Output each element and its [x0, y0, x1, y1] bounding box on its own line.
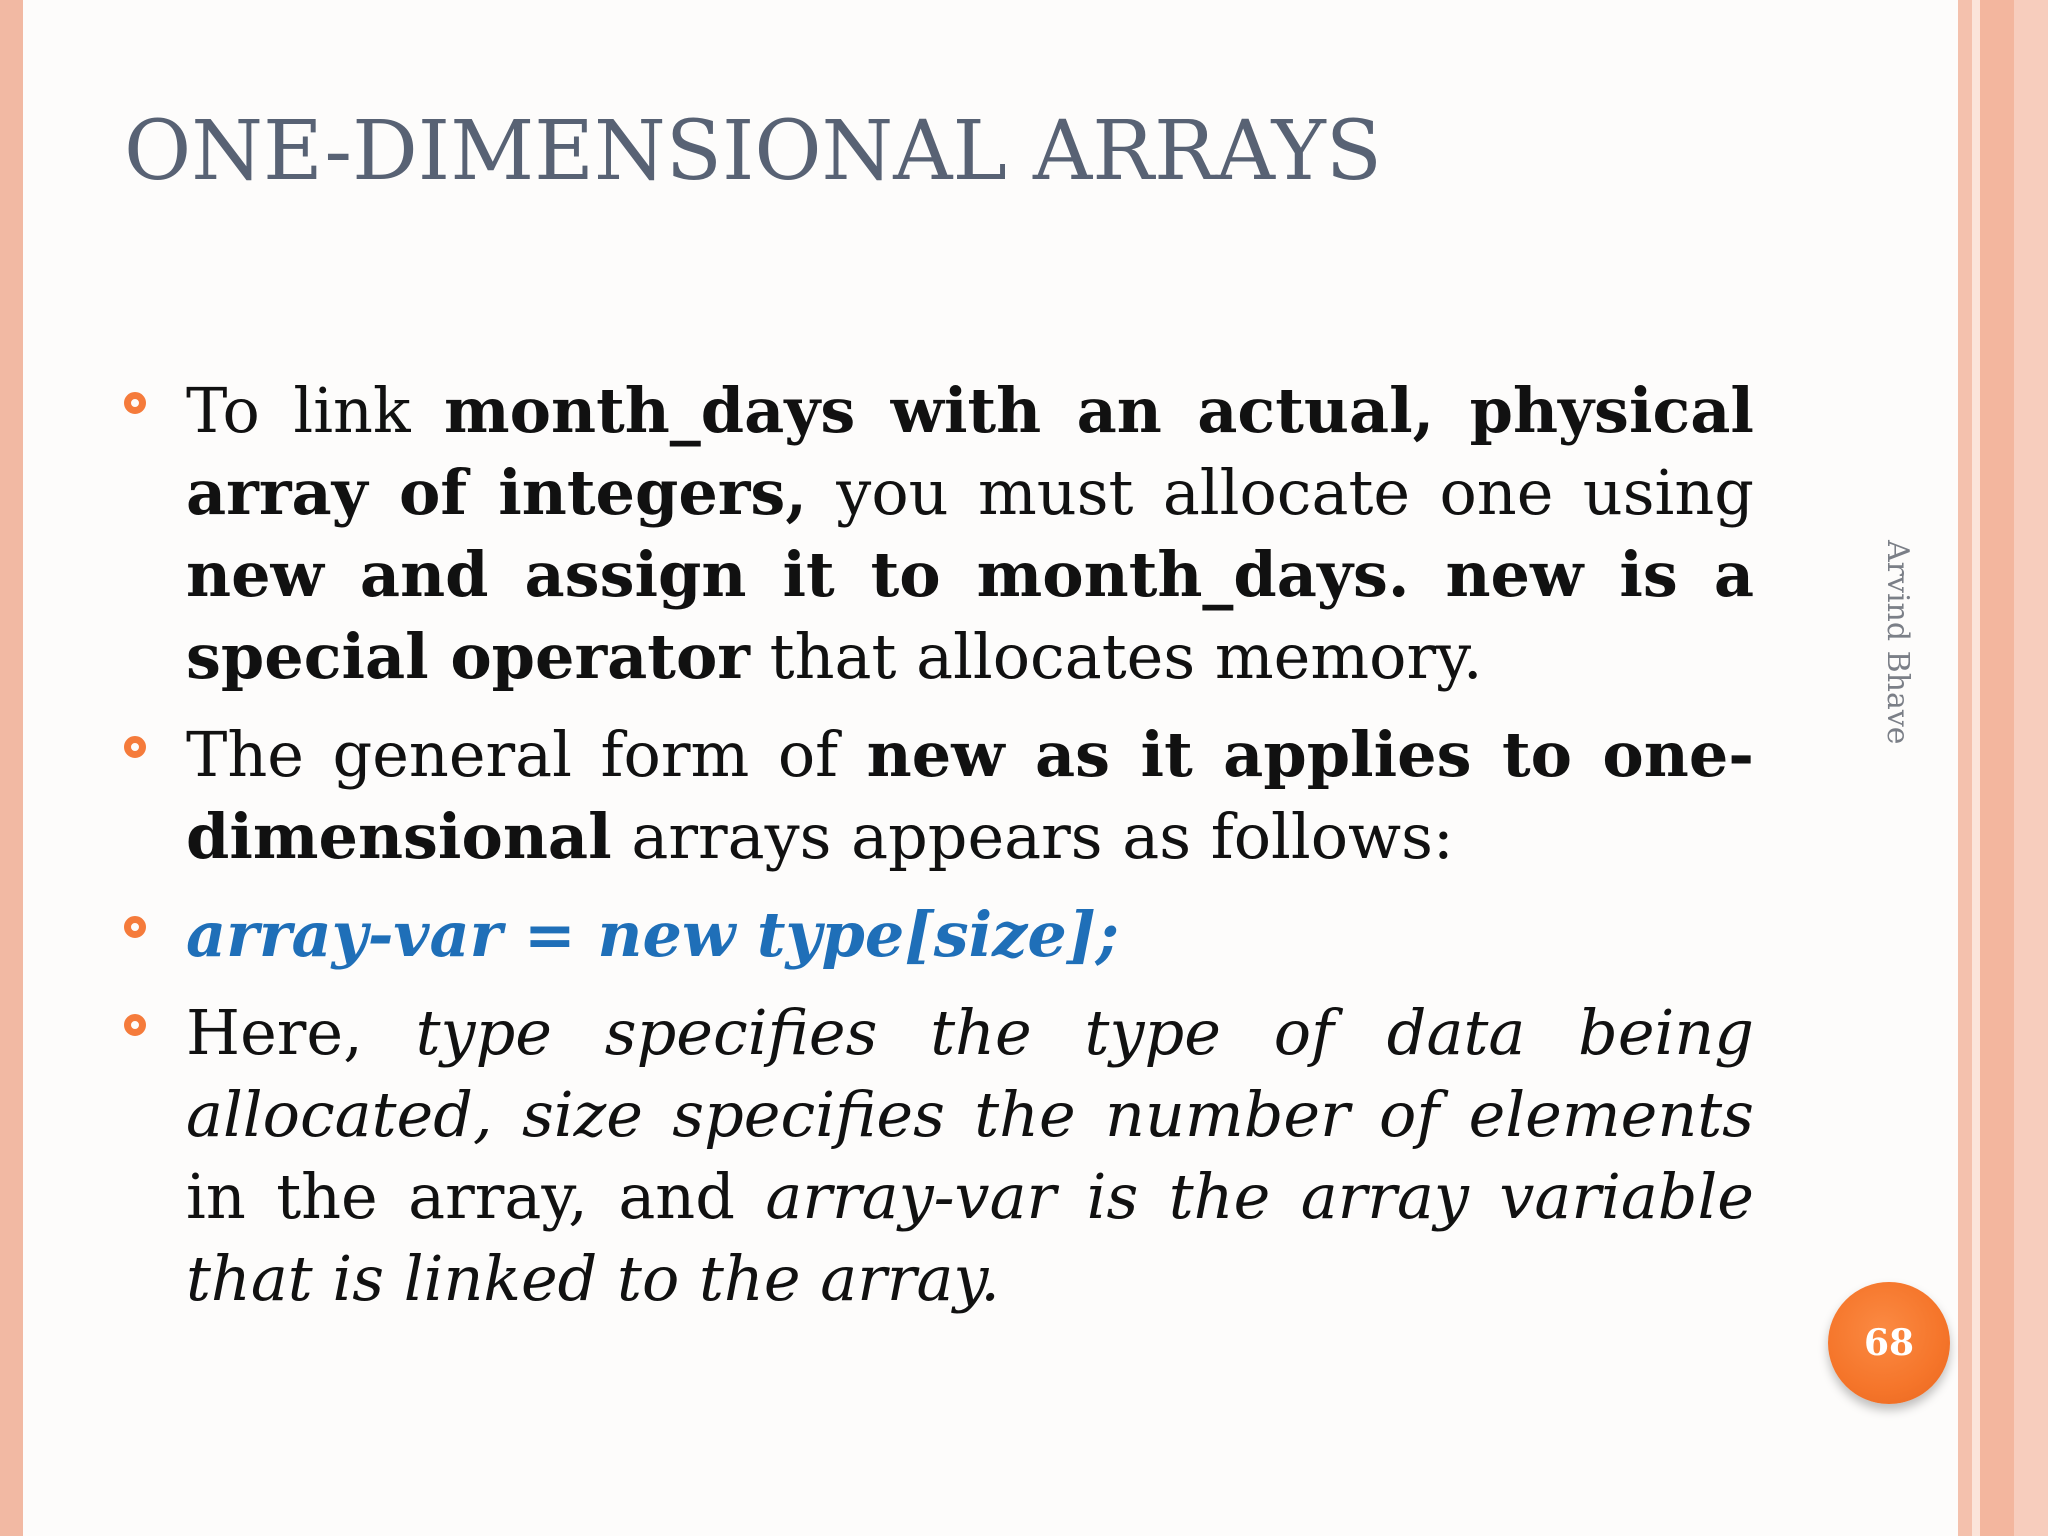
bold-text-run: new as it applies to one-dimensional	[186, 718, 1755, 873]
bullet-item	[186, 370, 1754, 698]
right-decorative-band	[2014, 0, 2048, 1536]
bullet-item	[186, 714, 1754, 878]
text-run: The general form of	[186, 718, 867, 791]
italic-text-run: array-var is the array variable that is linked to the array.	[186, 1160, 1755, 1315]
slide-title: ONE-DIMENSIONAL ARRAYS	[124, 104, 1382, 199]
text-run: that allocates memory.	[749, 620, 1483, 693]
left-decorative-band	[0, 0, 23, 1536]
bullet-ring-icon	[124, 1014, 146, 1036]
bullet-item	[186, 992, 1754, 1320]
italic-text-run: type specifies the type of data being allocated, size specifies the number of elements	[186, 996, 1754, 1151]
right-decorative-band	[1972, 0, 1980, 1536]
text-run: Here,	[186, 996, 416, 1069]
text-run: in the array, and	[186, 1160, 766, 1233]
text-run: arrays appears as follows:	[611, 800, 1454, 873]
bold-text-run: new and assign it to month_days. new is a special operator	[186, 538, 1754, 693]
bullet-ring-icon	[124, 392, 146, 414]
bold-text-run: month_days with an actual, physical array of integers,	[186, 374, 1754, 529]
bullet-list	[186, 370, 1754, 1336]
right-decorative-band	[1958, 0, 1972, 1536]
bullet-ring-icon	[124, 916, 146, 938]
bullet-ring-icon	[124, 736, 146, 758]
text-run: you must allocate one using	[806, 456, 1754, 529]
code-syntax: array-var = new type[size];	[186, 898, 1120, 971]
text-run: To link	[186, 374, 445, 447]
footer-author: Arvind Bhave	[1880, 540, 1915, 745]
page-number-badge: 68	[1828, 1282, 1950, 1404]
right-decorative-band	[1980, 0, 2014, 1536]
bullet-item	[186, 894, 1754, 976]
